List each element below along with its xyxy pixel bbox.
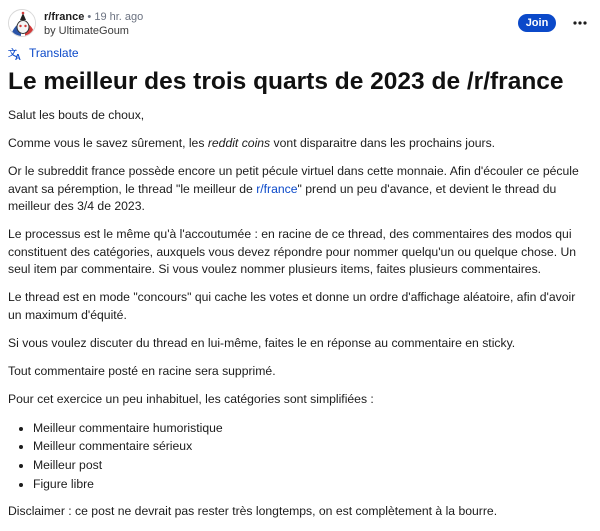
post-time: 19 hr. ago xyxy=(94,11,144,23)
list-item: • Meilleur commentaire sérieux xyxy=(33,437,592,456)
paragraph: Le thread est en mode "concours" qui cache les votes et donne un ordre d'affichage aléatoire, afin d'avoir un maximum d'équité. xyxy=(8,290,576,322)
emphasis-text: reddit coins xyxy=(207,136,271,150)
svg-text:文: 文 xyxy=(8,47,18,58)
paragraph: Comme vous le savez sûrement, les reddit coins vont disparaitre dans les prochains jours. xyxy=(8,136,496,150)
paragraph: Le processus est le même qu'à l'accoutumée : en racine de ce thread, des commentaires des modos qui constituent des catégories, auxquels vous devez répondre pour nommer quelqu'un ou quelque chose. Un seul item par commentaire. Si vous voulez nommer plusieurs items, faites plusieurs commentaires. xyxy=(8,227,577,276)
paragraph: Or le subreddit france possède encore un petit pécule virtuel dans cette monnaie. Afin d'écouler ce pécule avant sa péremption, le thread "le meilleur de r/france" prend un peu d'avance, et devient le thread du meilleur des 3/4 de 2023. xyxy=(8,164,579,213)
list-item: • Meilleur commentaire humoristique xyxy=(33,419,592,438)
paragraph: Si vous voulez discuter du thread en lui-même, faites le en réponse au commentaire en sticky. xyxy=(8,335,516,350)
translate-button[interactable] xyxy=(8,46,79,60)
translate-icon xyxy=(8,47,23,60)
ellipsis-icon[interactable] xyxy=(568,14,592,32)
category-list xyxy=(8,419,592,494)
subreddit-avatar-icon[interactable] xyxy=(8,9,36,37)
paragraph: Pour cet exercice un peu inhabituel, les catégories sont simplifiées : xyxy=(8,391,374,406)
join-button[interactable]: Join xyxy=(518,14,556,32)
meta-separator: • xyxy=(87,11,92,23)
list-item: • Meilleur post xyxy=(33,456,592,475)
subreddit-name[interactable]: r/france xyxy=(44,11,85,23)
post-author[interactable]: by UltimateGoum xyxy=(44,25,129,37)
svg-text:A: A xyxy=(15,52,21,60)
translate-label: Translate xyxy=(29,46,79,60)
list-item: • Figure libre xyxy=(33,475,592,494)
paragraph: Tout commentaire posté en racine sera supprimé. xyxy=(8,363,276,378)
paragraph: Salut les bouts de choux, xyxy=(8,108,145,122)
post-header xyxy=(8,8,592,42)
post-meta xyxy=(44,11,143,38)
paragraph: Disclaimer : ce post ne devrait pas rester très longtemps, on est complètement à la bourre. xyxy=(8,503,498,518)
subreddit-link[interactable]: r/france xyxy=(256,181,298,196)
post-title: Le meilleur des trois quarts de 2023 de /r/france xyxy=(8,68,564,95)
post-body xyxy=(8,107,592,531)
